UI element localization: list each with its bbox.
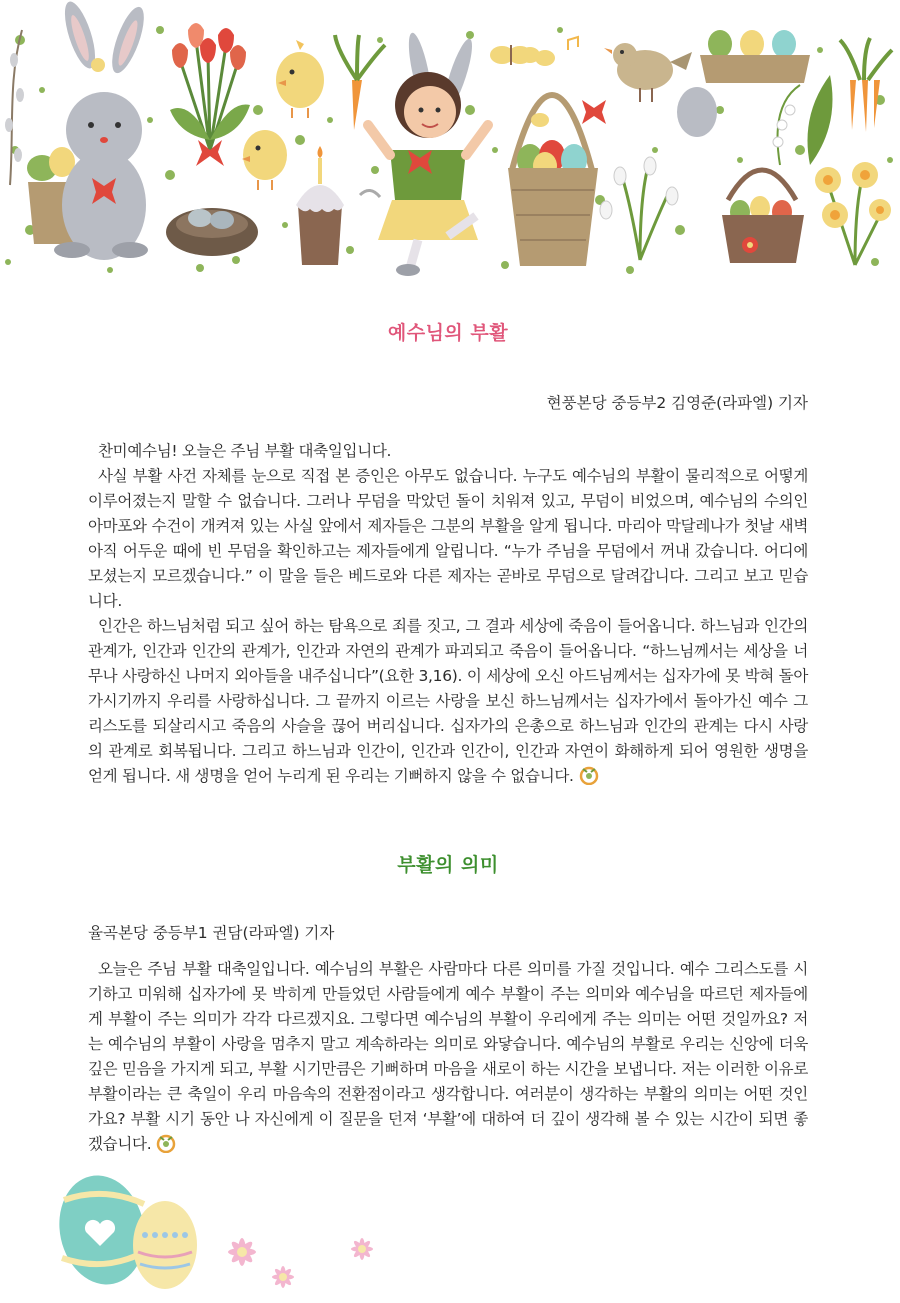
yellow-dotted-egg-illustration bbox=[133, 1201, 197, 1289]
butterfly-illustration bbox=[490, 45, 532, 65]
girl-illustration bbox=[368, 31, 488, 276]
easter-egg-footer-decoration bbox=[0, 1160, 900, 1303]
carrot-bunch-illustration bbox=[840, 38, 892, 132]
bunny-illustration bbox=[27, 0, 150, 260]
article-byline: 율곡본당 중등부1 권담(라파엘) 기자 bbox=[88, 924, 335, 942]
article-paragraph: 찬미예수님! 오늘은 주님 부활 대축일입니다. bbox=[98, 442, 392, 460]
article-title: 예수님의 부활 bbox=[387, 322, 509, 344]
article-title: 부활의 의미 bbox=[397, 854, 499, 876]
pink-daisy-illustration bbox=[228, 1238, 373, 1288]
easter-banner bbox=[0, 0, 900, 285]
willow-branch bbox=[5, 30, 24, 185]
article-byline: 현풍본당 중등부2 김영준(라파엘) 기자 bbox=[546, 394, 808, 412]
carrot-illustration bbox=[335, 35, 385, 130]
egg-carton-illustration bbox=[700, 30, 810, 83]
article-paragraph: 인간은 하느님처럼 되고 싶어 하는 탐욕으로 죄를 짓고, 그 결과 세상에 죽음이 들어옵니다. 하느님과 인간의 관계가, 인간과 인간의 관계가, 인간과 자연의 관계가 파괴되고 죽음이 들어옵니다. “하느님께서는 세상을 너무나 사랑하신 나머지 외아들을 내주십니다”(요한 3,16). 이 세상에 오신 아드님께서는 십자가에 못 박혀 돌아가시기까지 우리를 사랑하십니다. 그 끝까지 이르는 사랑을 보신 하느님께서는 십자가에서 돌아가신 예수 그리스도를 되살리시고 죽음의 사슬을 끊어 버리십니다. 십자가의 은총으로 하느님과 인간의 관계는 다시 사랑의 관계로 회복됩니다. 그리고 하느님과 인간이, 인간과 인간이, 인간과 자연이 화해하게 되어 영원한 생명을 얻게 됩니다. 새 생명을 얻어 누리게 된 우리는 기뻐하지 않을 수 없습니다. bbox=[88, 617, 808, 785]
small-flower-icon bbox=[91, 58, 105, 72]
egg-basket-illustration bbox=[508, 47, 606, 266]
article-meaning-of-resurrection bbox=[88, 850, 808, 1157]
article-paragraph: 사실 부활 사건 자체를 눈으로 직접 본 증인은 아무도 없습니다. 누구도 예수님의 부활이 물리적으로 어떻게 이루어졌는지 말할 수 없습니다. 그러나 무덤을 막았던 돌이 치워져 있고, 무덤이 비었으며, 예수님의 수의인 아마포와 수건이 개켜져 있는 사실 앞에서 제자들은 그분의 부활을 알게 됩니다. 마리아 막달레나가 첫날 새벽 아직 어두운 때에 빈 무덤을 확인하고는 제자들에게 알립니다. “누가 주님을 무덤에서 꺼내 갔습니다. 어디에 모셨는지 모르겠습니다.” 이 말을 들은 베드로와 다른 제자는 곧바로 무덤으로 달려갑니다. 그리고 보고 믿습니다. bbox=[88, 467, 808, 610]
easter-cake-illustration bbox=[296, 146, 380, 265]
daffodil-illustration bbox=[815, 162, 891, 265]
article-paragraph: 오늘은 주님 부활 대축일입니다. 예수님의 부활은 사람마다 다른 의미를 가질 것입니다. 예수 그리스도를 시기하고 미워해 십자가에 못 박히게 만들었던 사람들에게 예수 부활이 주는 의미와 예수님을 따르던 제자들에게 부활이 주는 의미가 각각 다르겠지요. 그렇다면 예수님의 부활이 우리에게 주는 의미는 어떤 것일까요? 저는 예수님의 부활이 사랑을 멈추지 말고 계속하라는 의미로 와닿습니다. 예수님의 부활로 우리는 신앙에 더욱 깊은 믿음을 가지게 되고, 부활 시기만큼은 기뻐하며 마음을 새로이 하는 시간을 보냅니다. 저는 이러한 이유로 부활이라는 큰 축일이 우리 마음속의 전환점이라고 생각합니다. 여러분이 생각하는 부활의 의미는 어떤 것인가요? 부활 시기 동안 나 자신에게 이 질문을 던져 ‘부활’에 대하여 더 깊이 생각해 볼 수 있는 시간이 되면 좋겠습니다. bbox=[88, 960, 808, 1153]
music-note-icon bbox=[568, 37, 578, 50]
article-resurrection-of-jesus bbox=[88, 318, 808, 789]
bird-illustration bbox=[604, 43, 692, 102]
end-mark-icon bbox=[578, 765, 600, 785]
snowdrop-illustration bbox=[600, 157, 678, 260]
end-mark-icon bbox=[155, 1133, 177, 1153]
article-body bbox=[88, 957, 808, 1157]
nest-illustration bbox=[166, 208, 258, 256]
tulip-bouquet-illustration bbox=[170, 23, 250, 166]
flower-basket-illustration bbox=[722, 170, 804, 263]
gray-egg-illustration bbox=[677, 87, 717, 137]
chick-illustration bbox=[242, 40, 324, 190]
article-body bbox=[88, 439, 808, 789]
